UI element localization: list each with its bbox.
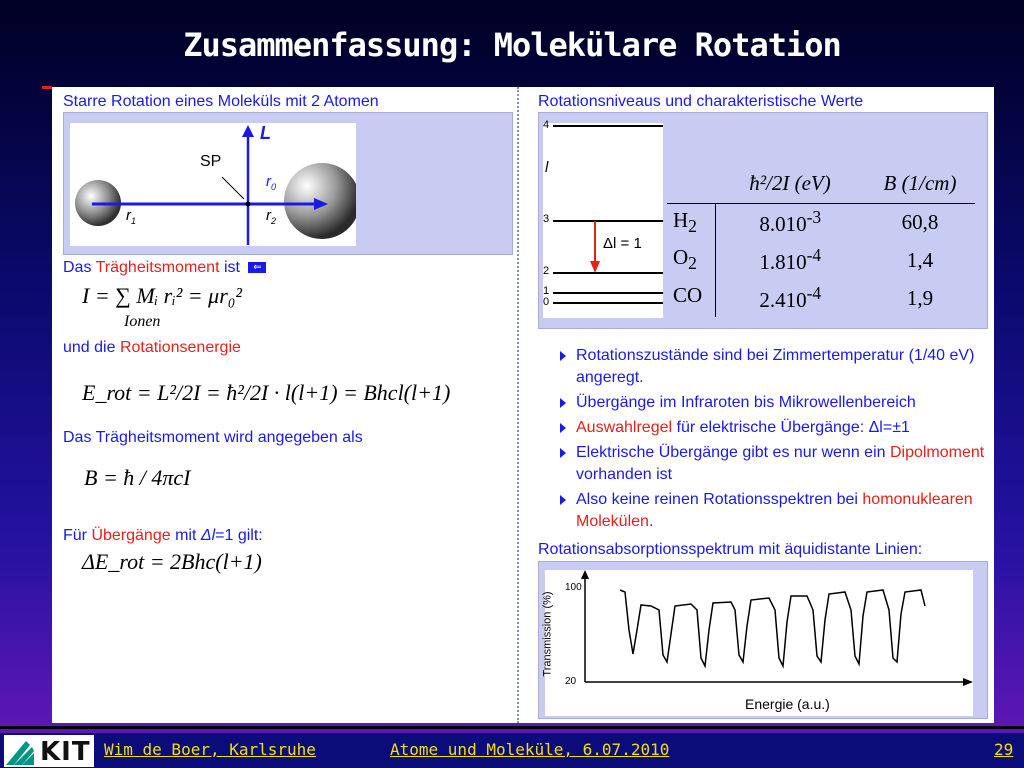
table-row <box>667 241 975 279</box>
heading-inertia: Das Trägheitsmoment ist ⇐ <box>63 259 266 277</box>
footer-divider <box>0 726 1024 729</box>
B-cell: 1,4 <box>906 247 934 272</box>
molecule-cell: $H_2$ <box>667 203 715 241</box>
heading-rigid-rotation: Starre Rotation eines Moleküls mit 2 Atomen <box>63 93 379 110</box>
level-tick-0: 0 <box>543 296 550 308</box>
footer-page-number: 29 <box>994 740 1014 759</box>
energy-cell: $1.810^{-4}$ <box>759 245 822 274</box>
formula-inertia: I = ∑ Mᵢ rᵢ² = μr₀² <box>82 283 242 308</box>
title-accent-mark <box>42 86 52 89</box>
table-row <box>667 203 975 241</box>
transition-label: Δl = 1 <box>603 235 642 252</box>
footer-bar <box>0 733 1024 768</box>
r2-label: $r_2$ <box>266 207 277 226</box>
spectrum-svg <box>545 570 973 716</box>
spectrum-plot <box>541 570 973 716</box>
energy-cell: $2.410^{-4}$ <box>759 283 822 312</box>
heading-B: Das Trägheitsmoment wird angegeben als <box>63 429 363 446</box>
spectrum-xlabel: Energie (a.u.) <box>745 696 830 712</box>
B-cell: 60,8 <box>901 209 939 234</box>
footer-course[interactable]: Atome und Moleküle, 6.07.2010 <box>390 740 670 759</box>
heading-levels: Rotationsniveaus und charakteristische Werte <box>538 93 864 110</box>
molecule-cell: $O_2$ <box>667 241 715 279</box>
bullet-arrow-icon <box>560 423 566 433</box>
angular-momentum-label: L <box>260 123 271 143</box>
molecule-cell: CO <box>667 279 715 317</box>
molecule-panel <box>63 112 513 255</box>
bullet-item: Elektrische Übergänge gibt es nur wenn ein Dipolmoment vorhanden ist <box>558 442 988 486</box>
energy-cell: $8.010^{-3}$ <box>759 207 822 237</box>
molecule-diagram <box>70 123 356 246</box>
molecule-values-table <box>667 165 975 317</box>
heading-energy: und die Rotationsenergie <box>63 339 241 356</box>
formula-B: B = ħ / 4πcI <box>84 465 191 490</box>
bullet-item: Rotationszustände sind bei Zimmertemperatur (1/40 eV) angeregt. <box>558 345 988 389</box>
formula-inertia-sub: Ionen <box>124 313 161 330</box>
bullet-list <box>558 345 988 536</box>
bullet-item: Auswahlregel für elektrische Übergänge: Δl=±1 <box>558 417 988 439</box>
level-tick-1: 1 <box>543 285 550 297</box>
r1-label: $r_1$ <box>126 207 137 226</box>
col-header-B: B (1/cm) <box>883 171 957 196</box>
bullet-arrow-icon <box>560 448 566 458</box>
B-cell: 1,9 <box>906 285 934 310</box>
levels-panel <box>538 112 988 329</box>
heading-spectrum: Rotationsabsorptionsspektrum mit äquidistante Linien: <box>538 541 923 558</box>
heading-transition: Für Übergänge mit Δl=1 gilt: <box>63 527 263 544</box>
back-link-icon[interactable]: ⇐ <box>248 262 266 273</box>
table-row <box>667 279 975 317</box>
ytick-top: 100 <box>565 582 582 593</box>
bullet-arrow-icon <box>560 351 566 361</box>
spectrum-ylabel: Transmission (%) <box>541 591 554 677</box>
kit-logo <box>4 735 94 767</box>
bullet-item: Also keine reinen Rotationsspektren bei homonuklearen Molekülen. <box>558 489 988 533</box>
kit-logo-text: KIT <box>40 737 91 767</box>
center-of-mass-label: SP <box>200 153 222 170</box>
formula-rotation-energy: E_rot = L²/2I = ħ²/2I · l(l+1) = Bhcl(l+1) <box>82 380 451 405</box>
slide-title: Zusammenfassung: Molekülare Rotation <box>183 26 841 64</box>
spectrum-panel <box>538 561 988 719</box>
energy-level-diagram <box>543 119 663 318</box>
content-area <box>52 87 994 723</box>
levels-axis-label: l <box>545 159 549 176</box>
formula-delta-E: ΔE_rot = 2Bhc(l+1) <box>82 549 262 574</box>
footer-author[interactable]: Wim de Boer, Karlsruhe <box>104 740 316 759</box>
bullet-item: Übergänge im Infraroten bis Mikrowellenbereich <box>558 392 988 414</box>
level-tick-2: 2 <box>543 265 550 277</box>
bullet-arrow-icon <box>560 495 566 505</box>
bullet-arrow-icon <box>560 398 566 408</box>
ytick-bottom: 20 <box>565 676 577 687</box>
level-tick-3: 3 <box>543 213 550 225</box>
energy-level-svg <box>543 123 663 318</box>
column-divider <box>517 87 519 723</box>
col-header-energy: ħ²/2I (eV) <box>749 171 831 196</box>
r0-label: $r_0$ <box>266 173 277 192</box>
molecule-svg <box>70 123 356 246</box>
level-tick-4: 4 <box>543 119 550 131</box>
